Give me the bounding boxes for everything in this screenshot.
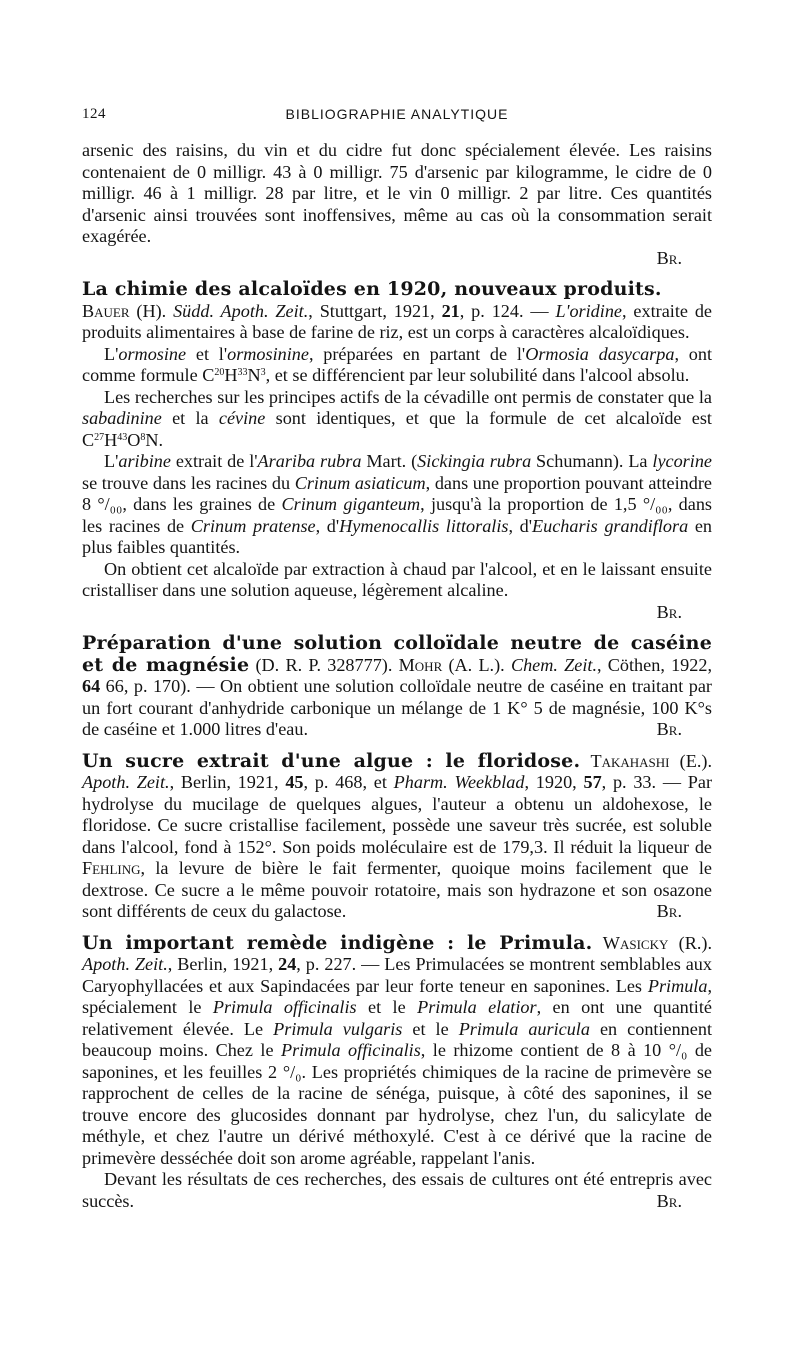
volume: 57 xyxy=(583,772,602,792)
entry-title: Préparation d'une solution colloïdale neutre de caséine et de magnésie xyxy=(82,632,712,676)
formula-element: N xyxy=(247,365,261,385)
species: Eucharis grandiflora xyxy=(532,515,689,536)
citation-text: , Cöthen, 1922, xyxy=(597,654,713,675)
species: Primula xyxy=(647,975,708,996)
body-text: , d' xyxy=(315,515,340,536)
body-text: , p. 33. — Par hydrolyse du mucilage de quelques algues, l'auteur a obtenu un aldohexose, le floridose. Ce sucre cristallise facilement, possède une saveur très sucrée, est soluble dans l'alcool, fond à 152°. Son poids moléculaire est de 179,3. Il réduit la liqueur de xyxy=(82,772,713,857)
term: cévine xyxy=(218,408,266,428)
entry-primula xyxy=(82,933,712,1213)
citation-text: (D. R. P. 328777). xyxy=(249,654,399,675)
body-text: , d' xyxy=(508,515,533,536)
signature: Br. xyxy=(656,901,682,921)
species: Primula officinalis xyxy=(280,1040,421,1060)
body-text: et le xyxy=(402,1018,459,1039)
body-text: L' xyxy=(104,451,119,471)
body-paragraph xyxy=(82,344,712,387)
author-name: Takahashi xyxy=(590,750,670,771)
formula-element: N. xyxy=(145,429,164,450)
body-text: se trouve dans les racines du xyxy=(82,472,295,493)
citation-text: , 1920, xyxy=(524,772,584,792)
term: ormosinine xyxy=(227,343,309,364)
entry-alcaloides xyxy=(82,279,712,623)
body-text: 66, p. 170). — On obtient une solution colloïdale neutre de caséine en traitant par un fort courant d'anhydride carbonique un mélange de 1 K° 5 de magnésie, 100 K°s de caséine et 1.000 litres d'eau. xyxy=(82,676,712,739)
species: Primula officinalis xyxy=(212,997,357,1017)
page-header xyxy=(82,104,712,130)
body-text: , et se différencient par leur solubilité dans l'alcool absolu. xyxy=(265,365,690,385)
journal-name: Chem. Zeit. xyxy=(510,654,597,675)
body-text: Schumann). La xyxy=(531,451,653,471)
body-paragraph xyxy=(82,387,712,452)
intro-text: arsenic des raisins, du vin et du cidre fut donc spécialement élevée. Les raisins contenaient de 0 milligr. 43 à 0 milligr. 75 d'arsenic par kilogramme, le cidre de 0 milligr. 46 à 1 milligr. 28 par litre, et le vin 0 milligr. 2 par litre. Ces quantités d'arsenic ainsi trouvées sont inoffensives, même au cas où la consommation serait exagérée. xyxy=(82,140,712,246)
formula-element: H xyxy=(104,429,118,450)
species: Crinum pratense xyxy=(190,515,316,536)
body-text: , jusqu'à la proportion de 1,5 °/₀₀, dans les racines de xyxy=(82,494,712,536)
body-text: Mart. ( xyxy=(361,451,418,471)
body-text: , en ont une quantité relativement élevée. Le xyxy=(82,997,712,1039)
formula-index: 20 xyxy=(214,367,225,378)
signature: Br. xyxy=(656,1190,682,1211)
body-text: , p. 227. — Les Primulacées se montrent semblables aux Caryophyllacées et aux Sapindacées par leur forte teneur en saponines. Les xyxy=(82,954,712,996)
signature: Br. xyxy=(656,601,682,622)
body-text: extrait de l' xyxy=(170,451,258,471)
author-initial: (H). xyxy=(129,300,167,321)
body-text: , dans une proportion pouvant atteindre 8 °/₀₀, dans les graines de xyxy=(82,472,712,514)
entry-citation xyxy=(82,933,712,1170)
species: Hymenocallis littoralis xyxy=(339,515,509,536)
entry-citation xyxy=(82,279,712,344)
entry-title: Un important remède indigène : le Primula. xyxy=(82,931,593,954)
volume: 24 xyxy=(278,954,297,974)
body-text: , le rhizome contient de 8 à 10 °/₀ de saponines, et les feuilles 2 °/₀. Les propriétés chimiques de la racine de primevère se rapprochent de celles de la racine de sénéga, puisque, à côté des saponines, il se trouve encore des glucosides donnant par hydrolyse, chez l'un, du salicylate de méthyle, et chez l'autre un dérivé méthoxylé. C'est à ce dérivé que la racine de primevère desséchée doit son arome agréable, rappelant l'anis. xyxy=(82,1040,712,1168)
formula-index: 43 xyxy=(117,431,128,443)
term: ormosine xyxy=(118,343,187,364)
proper-name: Fehling xyxy=(82,858,141,878)
formula-element: O xyxy=(127,429,141,450)
volume: 64 xyxy=(82,676,101,696)
species: Primula vulgaris xyxy=(273,1018,403,1039)
body-text: et le xyxy=(356,997,418,1017)
volume: 45 xyxy=(285,772,304,792)
journal-name: Südd. Apoth. Zeit. xyxy=(173,300,309,321)
body-text: et la xyxy=(161,408,219,428)
species: Ormosia dasycarpa xyxy=(525,343,675,364)
term: lycorine xyxy=(652,451,712,471)
citation-text: , Berlin, 1921, xyxy=(169,772,286,792)
author-name: Bauer xyxy=(82,300,130,321)
citation-text: , p. 468, et xyxy=(303,772,394,792)
signature: Br. xyxy=(656,719,682,739)
author-name: Wasicky xyxy=(602,932,669,953)
journal-name: Apoth. Zeit. xyxy=(82,772,170,792)
formula-index: 8 xyxy=(140,431,146,443)
author-initial: (A. L.). xyxy=(442,654,511,675)
body-text: en plus faibles quantités. xyxy=(82,515,712,557)
species: Sickingia rubra xyxy=(417,451,532,471)
body-text: sont identiques, et que la formule de cet alcaloïde est C xyxy=(82,408,712,450)
volume: 21 xyxy=(441,300,460,321)
species: Primula auricula xyxy=(458,1018,590,1039)
body-text: , spécialement le xyxy=(82,975,712,1017)
term: sabadinine xyxy=(82,408,162,428)
entry-citation xyxy=(82,633,712,741)
body-paragraph xyxy=(82,451,712,559)
citation-text: , Berlin, 1921, xyxy=(167,954,279,974)
body-text: On obtient cet alcaloïde par extraction à chaud par l'alcool, et en le laissant ensuite cristalliser dans une solution aqueuse, légèrement alcaline. xyxy=(82,558,712,600)
species: Primula elatior xyxy=(417,997,537,1017)
running-title: BIBLIOGRAPHIE ANALYTIQUE xyxy=(285,106,509,122)
body-text: Les recherches sur les principes actifs de la cévadille ont permis de constater que la xyxy=(104,386,712,407)
body-text: , la levure de bière le fait fermenter, quoique moins facilement que le dextrose. Ce sucre a le même pouvoir rotatoire, mais son hydrazone et son osazone sont différents de ceux du galactose. xyxy=(82,858,712,921)
entry-title: Un sucre extrait d'une algue : le floridose. xyxy=(82,749,581,772)
species: Arariba rubra xyxy=(257,451,362,471)
body-text: et l' xyxy=(186,343,228,364)
body-paragraph xyxy=(82,559,712,602)
species: Crinum asiaticum xyxy=(294,472,426,493)
entry-floridose xyxy=(82,751,712,923)
entry-citation xyxy=(82,751,712,923)
intro-paragraph xyxy=(82,140,712,248)
entry-title: La chimie des alcaloïdes en 1920, nouveaux produits. xyxy=(82,278,662,300)
journal-name: Apoth. Zeit. xyxy=(82,954,168,974)
term: L'oridine xyxy=(555,300,622,321)
entry-caseine xyxy=(82,633,712,741)
body-paragraph xyxy=(82,1169,712,1212)
formula-index: 3 xyxy=(260,367,266,378)
page-number: 124 xyxy=(82,106,106,122)
formula-element: H xyxy=(224,365,238,385)
citation-text: , p. 124. — xyxy=(459,300,556,321)
page xyxy=(82,104,712,1212)
body-text: Devant les résultats de ces recherches, des essais de cultures ont été entrepris avec succès. xyxy=(82,1169,712,1211)
intro-signature xyxy=(82,248,712,270)
author-initial: (E.). xyxy=(669,750,712,771)
formula-index: 27 xyxy=(94,431,105,443)
signature: Br. xyxy=(656,247,682,268)
formula-index: 33 xyxy=(237,367,248,378)
body-text: L' xyxy=(104,343,119,364)
author-initial: (R.). xyxy=(668,932,713,953)
citation-text: , Stuttgart, 1921, xyxy=(308,300,442,321)
author-name: Mohr xyxy=(398,654,443,675)
body-text: en contiennent beaucoup moins. Chez le xyxy=(82,1018,712,1060)
body-text: , préparées en partant de l' xyxy=(308,343,526,364)
species: Crinum giganteum xyxy=(281,494,421,514)
body-text: , extraite de produits alimentaires à base de farine de riz, est un corps à caractères alcaloïdiques. xyxy=(82,300,712,342)
entry-signature xyxy=(82,602,712,624)
journal-name: Pharm. Weekblad xyxy=(393,772,525,792)
body-text: , ont comme formule C xyxy=(82,343,713,385)
term: aribine xyxy=(118,451,171,471)
